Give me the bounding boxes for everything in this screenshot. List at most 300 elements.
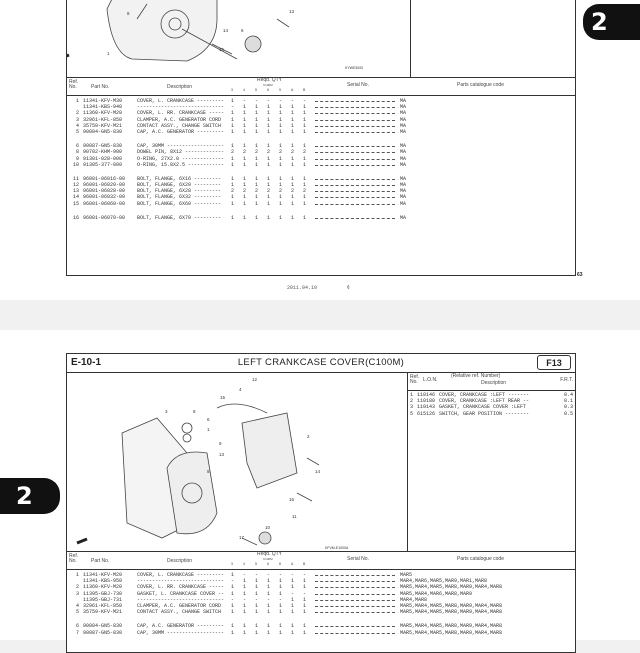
serial-dashes — [315, 600, 395, 601]
callout: 8 — [127, 11, 130, 16]
ref: 3 — [75, 116, 79, 123]
qty-column-label: 3 — [231, 88, 233, 92]
description-label: Description — [481, 380, 507, 386]
ref: 10 — [72, 161, 79, 168]
ref: 12 — [72, 182, 79, 189]
qty-value: 1 — [291, 122, 295, 129]
qty-value: 1 — [279, 110, 283, 117]
column-header-qty-sub: C100M — [263, 83, 273, 87]
qty-column-label: 4 — [243, 88, 245, 92]
qty-value: 1 — [243, 104, 247, 111]
qty-value: 1 — [231, 602, 235, 609]
catalogue-code: MA — [400, 149, 407, 156]
ref: 2 — [75, 584, 79, 591]
catalogue-code: MA — [400, 200, 407, 207]
qty-value: 1 — [303, 623, 307, 630]
serial-dashes — [315, 107, 395, 108]
qty-value: 1 — [267, 609, 271, 616]
qty-value: 1 — [267, 110, 271, 117]
qty-value: 1 — [267, 578, 271, 585]
qty-value: 1 — [291, 194, 295, 201]
qty-value: 1 — [255, 128, 259, 135]
catalogue-code: MA — [400, 143, 407, 150]
part-number: 90084-GN5-830 — [83, 623, 123, 630]
serial-dashes — [315, 204, 395, 205]
serial-dashes — [315, 575, 395, 576]
callout: 15 — [219, 47, 225, 52]
ref: 8 — [75, 149, 79, 156]
qty-value: 1 — [243, 200, 247, 207]
lon-label: L.O.N. — [423, 377, 438, 383]
qty-value: 1 — [303, 609, 307, 616]
serial-dashes — [315, 126, 395, 127]
ref: 13 — [72, 188, 79, 195]
column-header-desc: Description — [167, 84, 193, 90]
ref: 4 — [75, 602, 79, 609]
frt-value: 0.3 — [563, 404, 573, 411]
ref: 1 — [75, 572, 79, 578]
qty-value: 1 — [267, 623, 271, 630]
description: COVER, L. RR. CRANKCASE ----- — [137, 110, 225, 117]
column-header-part: Part No. — [91, 558, 110, 564]
qty-value: 1 — [243, 175, 247, 182]
frame-code: F13 — [537, 355, 571, 370]
serial-dashes — [315, 152, 395, 153]
qty-value: - — [255, 572, 259, 578]
qty-value: - — [267, 98, 271, 104]
qty-value: - — [255, 98, 259, 104]
qty-value: 1 — [243, 155, 247, 162]
qty-value: 1 — [291, 143, 295, 150]
part-number: 96001-06016-00 — [83, 175, 126, 182]
qty-value: 1 — [303, 629, 307, 636]
qty-value: 1 — [255, 200, 259, 207]
qty-value: 1 — [303, 194, 307, 201]
catalogue-code: MA — [400, 161, 407, 168]
description: ----------------------------- — [137, 578, 225, 585]
description: CONTACT ASSY., CHANGE SWITCH — [137, 122, 222, 129]
catalogue-code: MAR5,MAR4,MAR5,MAR8,MAR9,MAR4,MAR8 — [400, 629, 503, 636]
catalogue-code: MAR4,MAR8 — [400, 596, 428, 603]
qty-value: 1 — [267, 143, 271, 150]
lon-table-body — [409, 392, 573, 417]
qty-value: 1 — [243, 116, 247, 123]
description: ----------------------------- — [137, 596, 225, 603]
qty-value: 1 — [255, 104, 259, 111]
diagram-code: KYWE3000 — [345, 66, 364, 70]
qty-value: 1 — [255, 623, 259, 630]
qty-value: 1 — [267, 122, 271, 129]
catalogue-code: MA — [400, 104, 407, 111]
lon-number: 110146 — [417, 392, 436, 398]
qty-value: 1 — [291, 623, 295, 630]
qty-value: 1 — [243, 214, 247, 221]
callout: 1 — [207, 427, 210, 432]
catalogue-code: MAR4,MAR6,MAR5,MAR9,MAR1,MAR8 — [400, 578, 488, 585]
qty-value: 2 — [231, 188, 235, 195]
qty-value: - — [291, 572, 295, 578]
description: COVER, CRANKCASE :LEFT ------- — [439, 392, 530, 398]
qty-value: 1 — [243, 182, 247, 189]
callout: 2 — [307, 434, 310, 439]
qty-column-label: 8 — [279, 562, 281, 566]
ref: 14 — [72, 194, 79, 201]
callout: 14 — [223, 28, 229, 33]
part-number: 96001-06020-00 — [83, 182, 126, 189]
relative-ref-label: (Relative ref. Number) — [451, 373, 501, 379]
qty-value: 1 — [255, 629, 259, 636]
callout: 8 — [193, 409, 196, 414]
qty-value: 1 — [255, 578, 259, 585]
ref: 1 — [75, 98, 79, 104]
part-number: 96001-06070-00 — [83, 214, 126, 221]
qty-value: 1 — [291, 110, 295, 117]
qty-value: 1 — [303, 596, 307, 603]
qty-value: 1 — [279, 128, 283, 135]
catalogue-code: MA — [400, 116, 407, 123]
description: COVER, L. CRANKCASE --------- — [137, 572, 225, 578]
group-spacer — [67, 207, 575, 215]
catalogue-page-e-10-1 — [0, 330, 640, 640]
qty-value: 1 — [243, 143, 247, 150]
qty-value: 1 — [279, 104, 283, 111]
qty-value: 1 — [231, 623, 235, 630]
qty-value: 1 — [243, 584, 247, 591]
qty-value: - — [279, 596, 283, 603]
qty-column-label: 5 — [255, 88, 257, 92]
qty-value: 1 — [267, 584, 271, 591]
part-number: 11341-KBS-940 — [83, 104, 123, 111]
ref: 11 — [72, 175, 79, 182]
qty-value: 1 — [291, 182, 295, 189]
description: BOLT, FLANGE, 6X28 --------- — [137, 188, 222, 195]
qty-value: 1 — [303, 200, 307, 207]
qty-value: 1 — [267, 182, 271, 189]
qty-value: 2 — [267, 188, 271, 195]
qty-value: 1 — [267, 104, 271, 111]
callout: 3 — [165, 409, 168, 414]
qty-value: 1 — [303, 128, 307, 135]
qty-value: 1 — [291, 116, 295, 123]
qty-value: 1 — [255, 161, 259, 168]
table-row — [67, 129, 575, 135]
qty-value: 1 — [255, 155, 259, 162]
part-number: 11360-KFV-M20 — [83, 110, 123, 117]
group-spacer — [67, 135, 575, 143]
qty-value: 1 — [243, 623, 247, 630]
qty-value: 1 — [255, 116, 259, 123]
qty-value: 1 — [267, 128, 271, 135]
qty-column-label: 9 — [279, 88, 281, 92]
qty-value: 1 — [279, 194, 283, 201]
qty-value: 1 — [231, 175, 235, 182]
qty-value: 1 — [303, 182, 307, 189]
ref: 2 — [410, 398, 414, 405]
qty-value: 1 — [291, 596, 295, 603]
section-code: E-10-1 — [71, 357, 102, 368]
qty-value: 1 — [291, 629, 295, 636]
qty-value: 2 — [243, 188, 247, 195]
qty-value: - — [267, 572, 271, 578]
catalogue-code: MA — [400, 214, 407, 221]
qty-value: 1 — [303, 110, 307, 117]
crankcase-diagram — [67, 373, 407, 551]
qty-value: 1 — [279, 122, 283, 129]
qty-value: 1 — [243, 161, 247, 168]
description: GASKET, CRANKCASE COVER :LEFT — [439, 404, 527, 411]
group-spacer — [67, 615, 575, 623]
description: BOLT, FLANGE, 6X70 --------- — [137, 214, 222, 221]
ref: 9 — [75, 155, 79, 162]
part-number: 91305-377-000 — [83, 161, 123, 168]
frt-label: F.R.T. — [560, 377, 573, 383]
description: CAP, 30MM ------------------- — [137, 629, 225, 636]
qty-value: 1 — [255, 182, 259, 189]
qty-column-label: A — [291, 88, 294, 92]
qty-value: 1 — [243, 602, 247, 609]
qty-value: 1 — [303, 161, 307, 168]
callout: 6 — [241, 28, 244, 33]
serial-dashes — [315, 612, 395, 613]
qty-value: 1 — [279, 182, 283, 189]
qty-value: 1 — [243, 122, 247, 129]
qty-value: 1 — [231, 609, 235, 616]
serial-dashes — [315, 581, 395, 582]
qty-value: 1 — [303, 175, 307, 182]
qty-column-label: 5 — [255, 562, 257, 566]
catalogue-code: MAR5 — [400, 572, 413, 578]
callout: 14 — [315, 469, 321, 474]
qty-value: 1 — [255, 175, 259, 182]
catalogue-code: MAR5,MAR4,MAR5,MAR8,MAR9,MAR4,MAR8 — [400, 602, 503, 609]
qty-value: 2 — [267, 149, 271, 156]
qty-value: 1 — [267, 200, 271, 207]
description: GASKET, L. CRANKCASE COVER -- — [137, 590, 225, 597]
part-number: 11341-KFV-M20 — [83, 572, 123, 578]
section-tab[interactable]: 2 — [583, 4, 640, 40]
qty-value: 1 — [279, 143, 283, 150]
group-spacer — [67, 168, 575, 176]
qty-value: 1 — [291, 578, 295, 585]
parts-table-body — [67, 98, 575, 221]
qty-value: 1 — [231, 572, 235, 578]
table-row — [67, 630, 575, 636]
callout: 11 — [292, 514, 297, 519]
serial-dashes — [315, 101, 395, 102]
qty-value: 1 — [267, 116, 271, 123]
qty-value: 1 — [231, 194, 235, 201]
qty-value: 1 — [291, 584, 295, 591]
catalogue-code: MA — [400, 110, 407, 117]
diagram-code: KFVM-E1000A — [325, 546, 349, 550]
callout: 5 — [207, 469, 210, 474]
part-number: 35759-KFV-M21 — [83, 609, 123, 616]
page-number: 63 — [577, 272, 583, 278]
callout: 13 — [289, 9, 295, 14]
qty-value: 1 — [279, 155, 283, 162]
qty-value: - — [303, 572, 307, 578]
callout: 6 — [207, 417, 210, 422]
qty-value: 1 — [255, 590, 259, 597]
serial-dashes — [315, 146, 395, 147]
ref-label: Ref. No. — [410, 374, 420, 385]
qty-value: 1 — [303, 602, 307, 609]
part-number: 11341-KFV-M30 — [83, 98, 123, 104]
qty-value: 1 — [255, 143, 259, 150]
part-number: 11395-GBJ-730 — [83, 590, 123, 597]
qty-value: 2 — [231, 149, 235, 156]
qty-value: 1 — [267, 161, 271, 168]
qty-value: 1 — [255, 122, 259, 129]
crankcase-diagram — [67, 0, 407, 77]
qty-value: 2 — [279, 149, 283, 156]
qty-value: 1 — [255, 214, 259, 221]
serial-dashes — [315, 120, 395, 121]
qty-value: 1 — [255, 609, 259, 616]
column-header-qty: Reqd. QTY — [257, 77, 283, 83]
qty-value: 1 — [267, 590, 271, 597]
qty-value: 1 — [231, 155, 235, 162]
ref: 4 — [75, 122, 79, 129]
qty-value: 1 — [267, 194, 271, 201]
ref: 3 — [75, 590, 79, 597]
qty-value: 1 — [279, 609, 283, 616]
qty-column-label: A — [291, 562, 294, 566]
qty-column-label: 3 — [231, 562, 233, 566]
footer-date: 2011.04.10 — [287, 285, 318, 291]
description: BOLT, FLANGE, 6X20 --------- — [137, 182, 222, 189]
qty-value: 1 — [279, 623, 283, 630]
qty-value: 2 — [279, 188, 283, 195]
catalogue-code: MA — [400, 194, 407, 201]
table-row — [67, 609, 575, 615]
lon-header — [409, 374, 573, 390]
qty-value: 1 — [231, 161, 235, 168]
part-number: 35759-KFV-M21 — [83, 122, 123, 129]
qty-value: 1 — [243, 128, 247, 135]
parts-table-body — [67, 572, 575, 636]
serial-dashes — [315, 218, 395, 219]
qty-value: 1 — [279, 161, 283, 168]
qty-value: 1 — [231, 143, 235, 150]
qty-value: - — [243, 98, 247, 104]
qty-value: 1 — [267, 175, 271, 182]
qty-value: 1 — [231, 182, 235, 189]
qty-value: 1 — [243, 578, 247, 585]
qty-value: 2 — [243, 149, 247, 156]
qty-value: 1 — [279, 602, 283, 609]
serial-dashes — [315, 159, 395, 160]
qty-value: 1 — [279, 116, 283, 123]
qty-value: 1 — [231, 116, 235, 123]
qty-value: 1 — [231, 98, 235, 104]
column-header-ref: Ref. No. — [69, 79, 79, 90]
qty-value: 1 — [255, 194, 259, 201]
qty-value: 1 — [267, 602, 271, 609]
catalogue-code: MAR5,MAR4,MAR5,MAR8,MAR9,MAR4,MAR8 — [400, 623, 503, 630]
qty-column-label: B — [303, 88, 306, 92]
qty-value: 1 — [303, 143, 307, 150]
catalogue-page-63 — [0, 0, 640, 300]
qty-value: 1 — [243, 609, 247, 616]
qty-value: 1 — [291, 602, 295, 609]
description: O-RING, 27X2.0 -------------- — [137, 155, 225, 162]
qty-value: - — [231, 104, 235, 111]
frt-value: 0.5 — [563, 410, 573, 417]
column-header-part: Part No. — [91, 84, 110, 90]
qty-value: 1 — [303, 578, 307, 585]
qty-value: 1 — [291, 161, 295, 168]
qty-value: 1 — [267, 155, 271, 162]
qty-value: 1 — [243, 194, 247, 201]
qty-value: 2 — [255, 188, 259, 195]
catalogue-code: MAR5,MAR4,MAR5,MAR8,MAR9,MAR4,MAR8 — [400, 584, 503, 591]
serial-dashes — [315, 626, 395, 627]
qty-value: 1 — [231, 584, 235, 591]
table-row — [67, 215, 575, 221]
section-tab[interactable]: 2 — [0, 478, 60, 514]
description: BOLT, FLANGE, 6X60 --------- — [137, 200, 222, 207]
qty-value: 1 — [255, 602, 259, 609]
ref: 6 — [75, 143, 79, 150]
serial-dashes — [315, 132, 395, 133]
serial-dashes — [315, 179, 395, 180]
qty-value: 1 — [303, 104, 307, 111]
part-number: 91301-028-000 — [83, 155, 123, 162]
serial-dashes — [315, 606, 395, 607]
description: BOLT, FLANGE, 6X16 --------- — [137, 175, 222, 182]
callout: 13 — [219, 452, 225, 457]
qty-value: 1 — [279, 629, 283, 636]
ref: 15 — [72, 200, 79, 207]
ref: 5 — [410, 410, 414, 417]
catalogue-code: MA — [400, 188, 407, 195]
part-number: 90084-GN5-830 — [83, 128, 123, 135]
catalogue-code: MA — [400, 175, 407, 182]
description: CAP, A.C. GENERATOR --------- — [137, 623, 225, 630]
callout: 12 — [252, 377, 258, 382]
description: SWITCH, GEAR POSITION -------- — [439, 410, 530, 417]
qty-value: - — [291, 98, 295, 104]
qty-value: 1 — [303, 214, 307, 221]
qty-value: 1 — [267, 629, 271, 636]
page-frame — [66, 0, 576, 276]
serial-dashes — [315, 113, 395, 114]
qty-value: - — [243, 596, 247, 603]
footer-mark: ¢ — [347, 285, 350, 291]
serial-dashes — [315, 185, 395, 186]
qty-value: 1 — [243, 590, 247, 597]
ref: 1 — [410, 392, 414, 398]
qty-value: - — [243, 572, 247, 578]
serial-dashes — [315, 633, 395, 634]
qty-value: 1 — [279, 214, 283, 221]
description: CAP, 30MM ------------------- — [137, 143, 225, 150]
qty-value: - — [303, 590, 307, 597]
qty-value: - — [255, 596, 259, 603]
part-number: 90087-GN5-830 — [83, 143, 123, 150]
qty-value: 1 — [291, 128, 295, 135]
qty-value: - — [231, 578, 235, 585]
part-number: 96001-06028-00 — [83, 188, 126, 195]
column-header-code: Parts catalogue code — [457, 82, 504, 88]
frt-value: 0.4 — [563, 392, 573, 398]
qty-value: - — [279, 98, 283, 104]
qty-value: 2 — [291, 188, 295, 195]
qty-value: 1 — [291, 155, 295, 162]
serial-dashes — [315, 587, 395, 588]
qty-value: - — [291, 590, 295, 597]
